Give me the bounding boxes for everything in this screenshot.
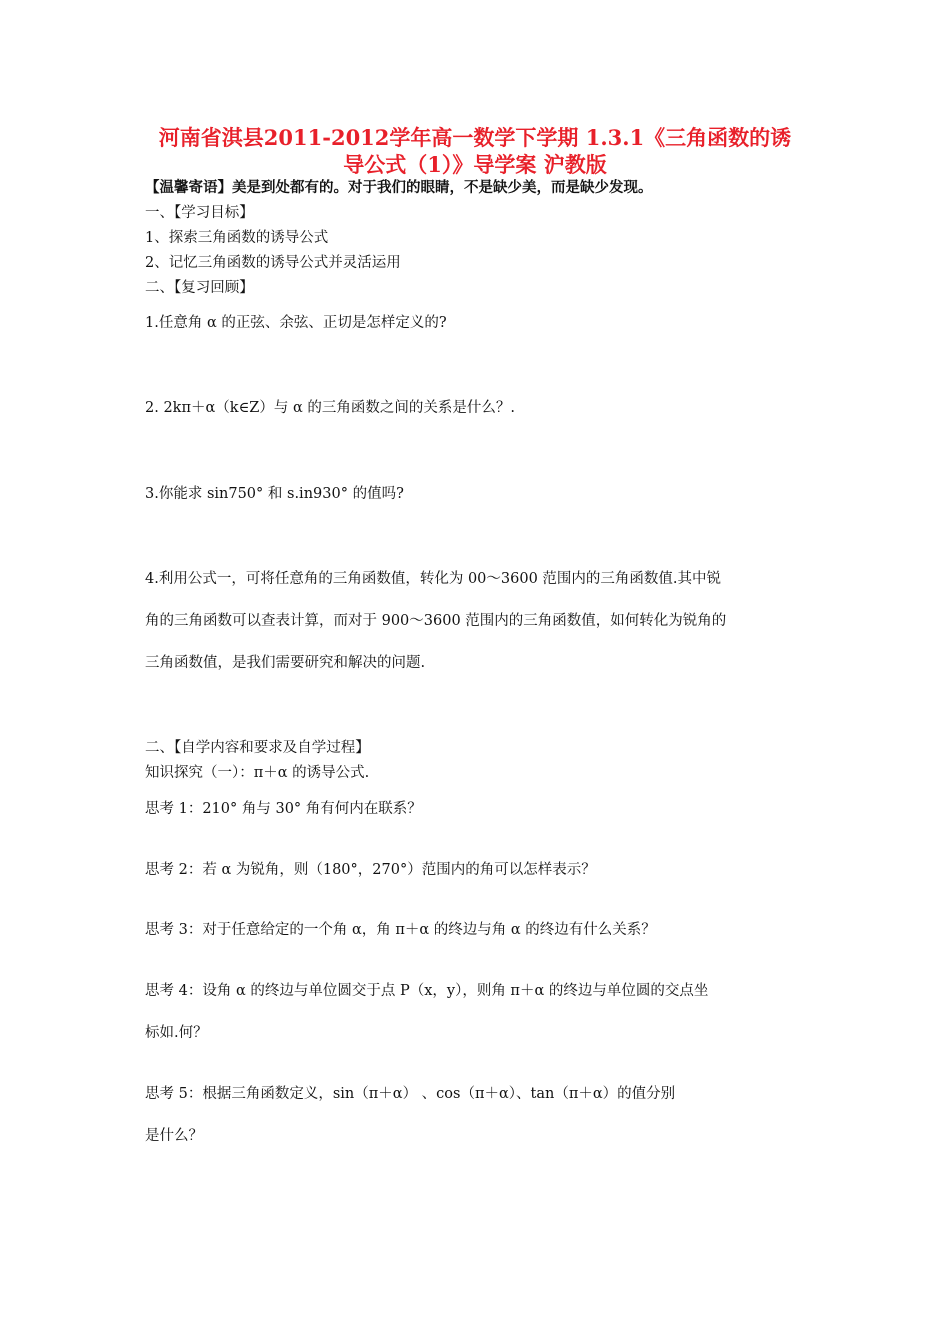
think-question-4-line: 标如.何？	[145, 1025, 208, 1041]
goal-item: 2、记忆三角函数的诱导公式并灵活运用	[145, 255, 401, 271]
think-question-4-line: 思考 4：设角 α 的终边与单位圆交于点 P（x，y），则角 π＋α 的终边与单位圆的交点坐	[145, 983, 709, 999]
section-heading-goals: 一、【学习目标】	[145, 205, 254, 221]
think-question-5-line: 是什么？	[145, 1128, 203, 1144]
section-heading-selfstudy: 二、【自学内容和要求及自学过程】	[145, 740, 370, 756]
explore-heading: 知识探究（一）：π＋α 的诱导公式.	[145, 765, 370, 781]
goal-item: 1、探索三角函数的诱导公式	[145, 230, 329, 246]
motto: 【温馨寄语】美是到处都有的。对于我们的眼睛，不是缺少美，而是缺少发现。	[145, 180, 653, 196]
review-question-3: 3.你能求 sin750° 和 s.in930° 的值吗?	[145, 486, 404, 502]
section-heading-review: 二、【复习回顾】	[145, 280, 254, 296]
review-question-4-line: 三角函数值，是我们需要研究和解决的问题.	[145, 655, 426, 671]
review-question-2: 2. 2kπ＋α（k∈Z）与 α 的三角函数之间的关系是什么？.	[145, 400, 515, 416]
think-question-3: 思考 3：对于任意给定的一个角 α，角 π＋α 的终边与角 α 的终边有什么关系？	[145, 922, 656, 938]
document-title-line1: 河南省淇县2011-2012学年高一数学下学期 1.3.1《三角函数的诱	[158, 125, 792, 150]
document-title-line2: 导公式（1）》导学案 沪教版	[343, 152, 607, 177]
review-question-4-line: 角的三角函数可以查表计算，而对于 900～3600 范围内的三角函数值，如何转化为锐角的	[145, 613, 727, 629]
think-question-1: 思考 1：210° 角与 30° 角有何内在联系？	[145, 801, 422, 817]
think-question-2: 思考 2：若 α 为锐角，则（180°，270°）范围内的角可以怎样表示？	[145, 862, 596, 878]
think-question-5-line: 思考 5：根据三角函数定义，sin（π＋α） 、cos（π＋α）、tan（π＋α）的值分别	[145, 1086, 676, 1102]
review-question-4-line: 4.利用公式一，可将任意角的三角函数值，转化为 00～3600 范围内的三角函数值.其中锐	[145, 571, 722, 587]
review-question-1: 1.任意角 α 的正弦、余弦、正切是怎样定义的?	[145, 315, 447, 331]
